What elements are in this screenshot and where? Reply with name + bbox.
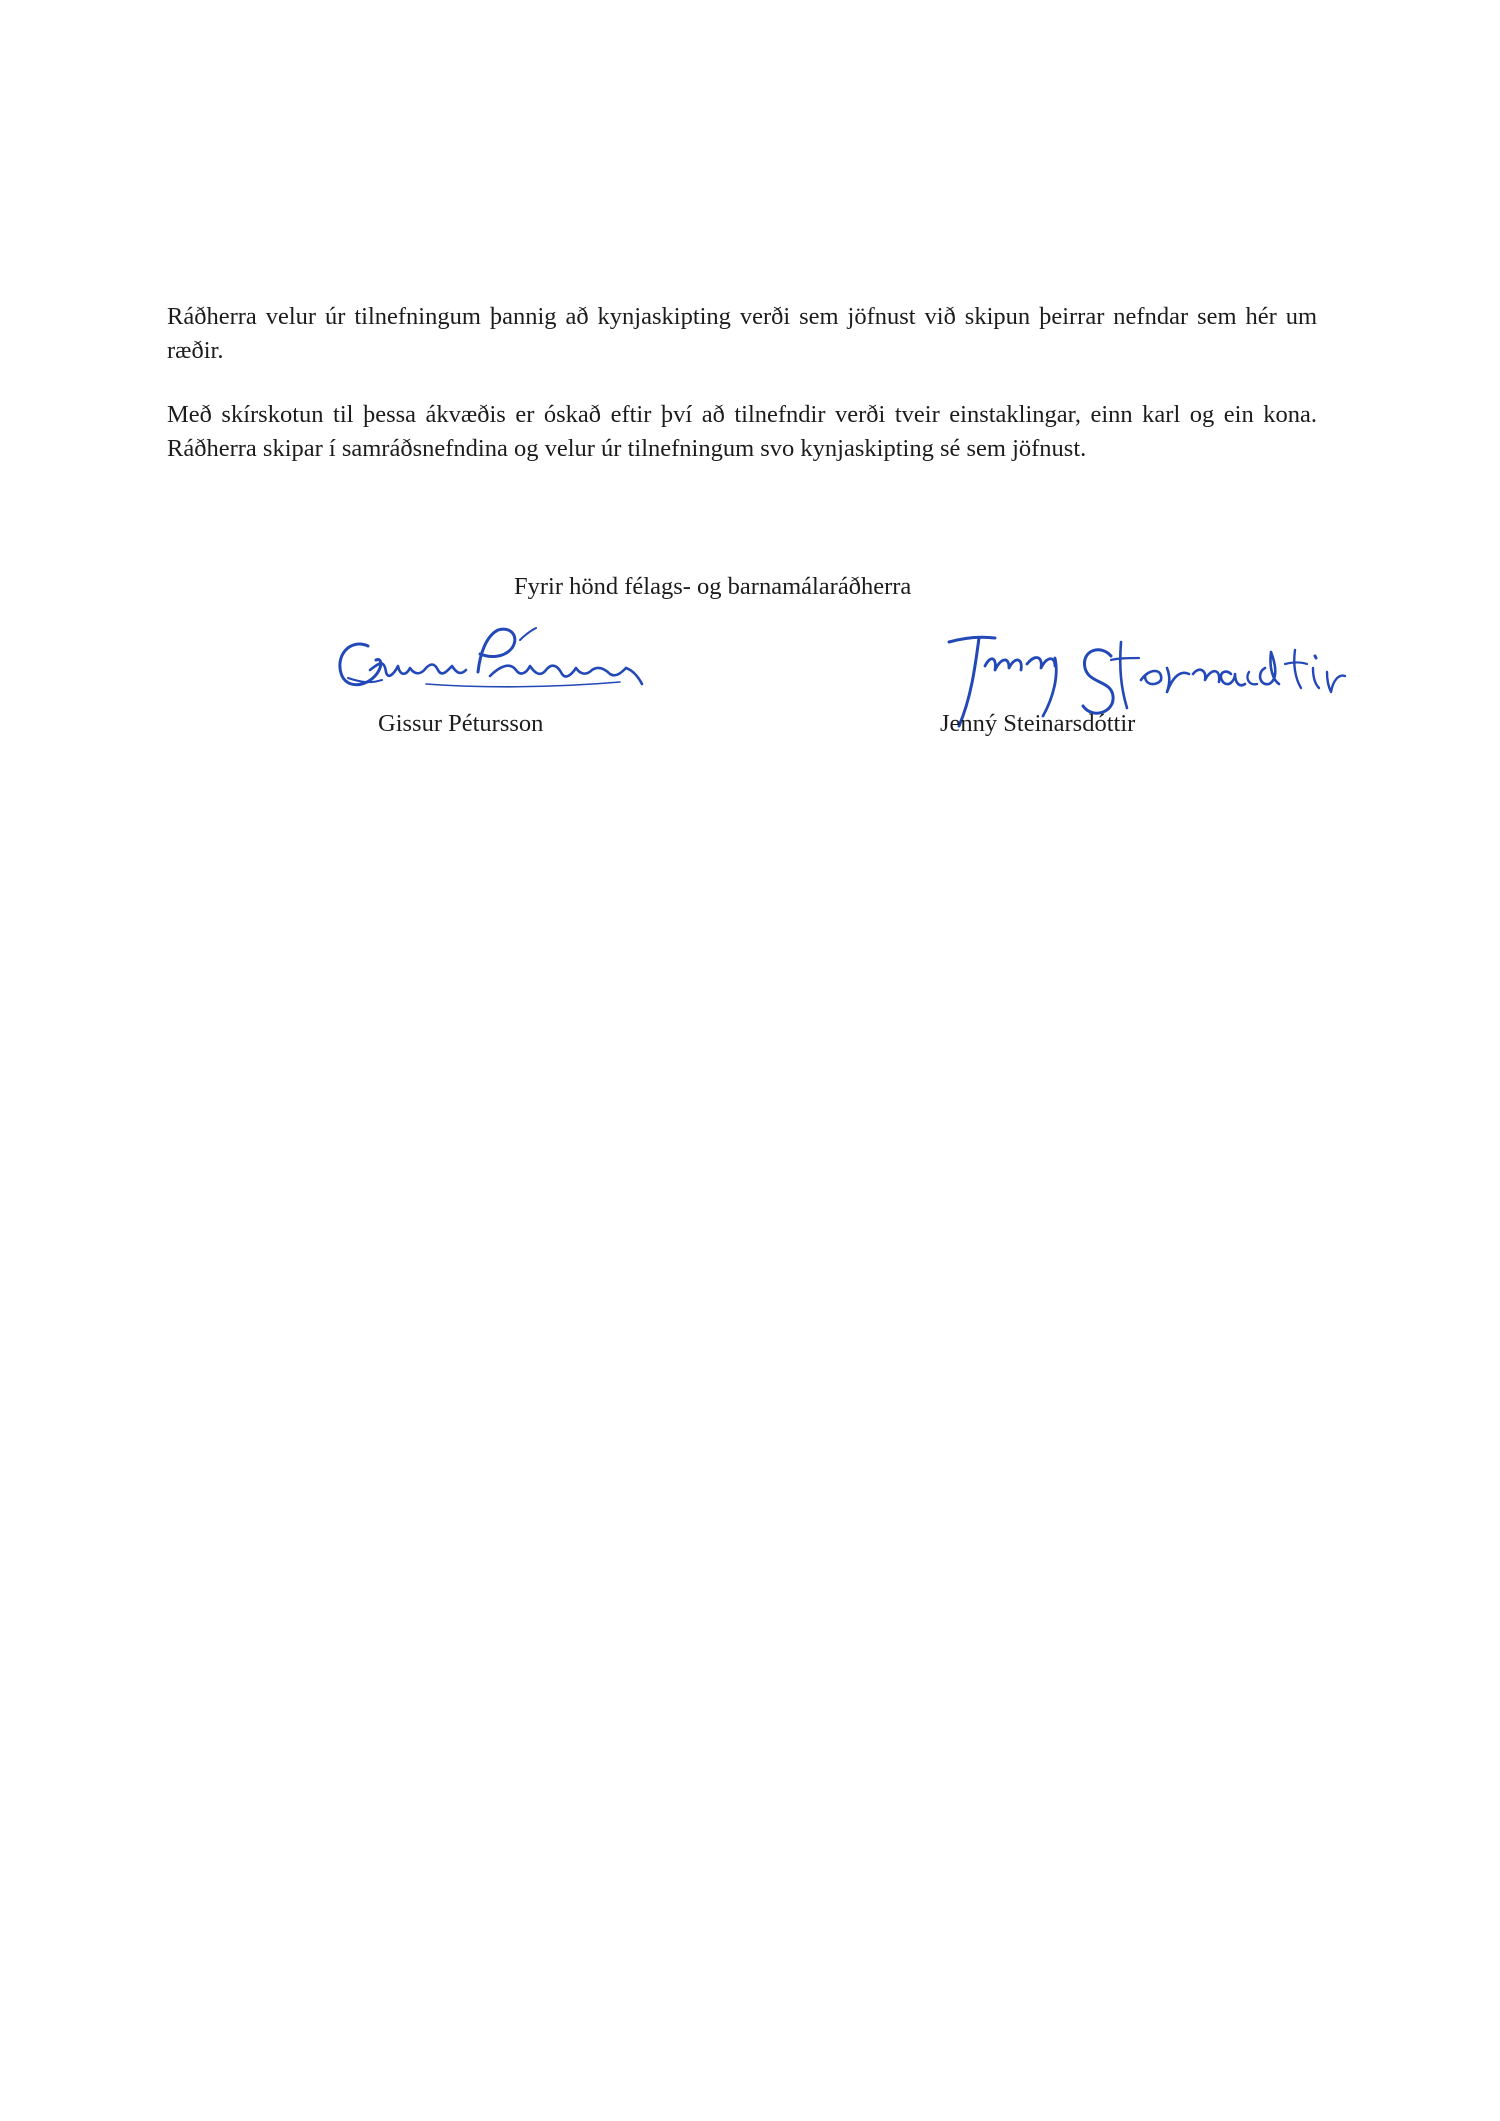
signer-name-jenny-steinarsdottir: Jenný Steinarsdóttir <box>940 710 1136 737</box>
signature-gissur-petursson <box>330 618 660 708</box>
paragraph-nomination-request: Með skírskotun til þessa ákvæðis er óskað eftir því að tilnefndir verði tveir einstaklingar, einn karl og ein kona. Ráðherra skipar í samráðsnefndina og velur úr tilnefningum svo kynjaskipting sé sem jöfnust. <box>167 401 1317 462</box>
on-behalf-of-line: Fyrir hönd félags- og barnamálaráðherra <box>514 573 912 600</box>
signer-name-gissur-petursson: Gissur Pétursson <box>378 710 544 737</box>
paragraph-nomination-selection: Ráðherra velur úr tilnefningum þannig að kynjaskipting verði sem jöfnust við skipun þeirrar nefndar sem hér um ræðir. <box>167 303 1317 364</box>
